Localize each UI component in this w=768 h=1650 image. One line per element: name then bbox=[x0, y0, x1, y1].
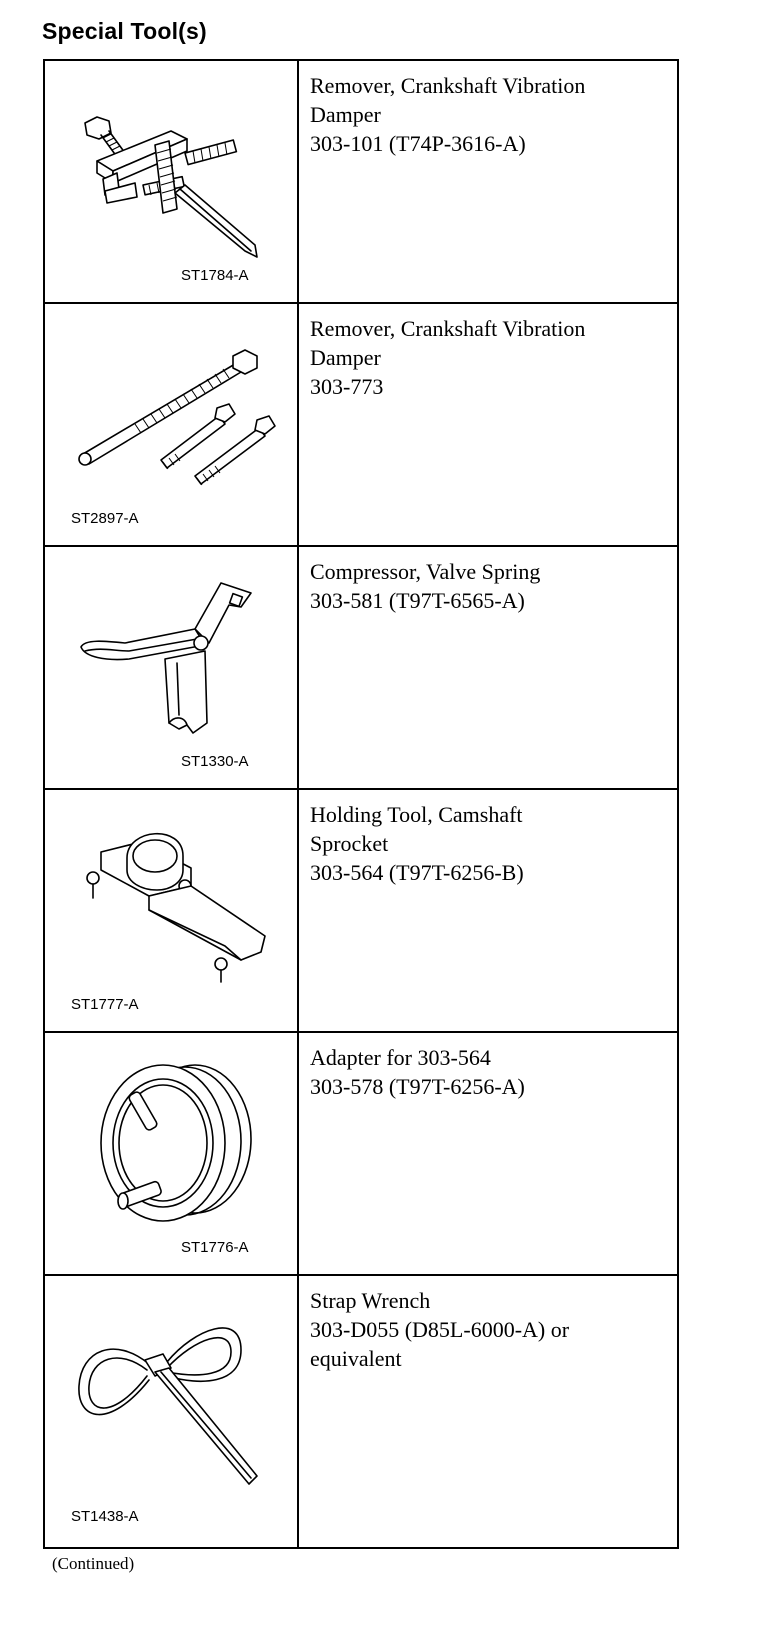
tool-row bbox=[45, 61, 677, 304]
tool-image-code: ST1777-A bbox=[71, 996, 139, 1013]
tool-image-cell bbox=[45, 61, 299, 302]
tool-name: Adapter for 303-564 bbox=[310, 1045, 491, 1070]
vibration-damper-remover-icon bbox=[45, 61, 299, 304]
tool-description bbox=[310, 557, 670, 615]
tool-number: 303-773 bbox=[310, 374, 384, 399]
tool-image-code: ST1438-A bbox=[71, 1508, 139, 1525]
tool-row bbox=[45, 1033, 677, 1276]
tool-note: equivalent bbox=[310, 1346, 402, 1371]
tool-name: Compressor, Valve Spring bbox=[310, 559, 541, 584]
tool-number: 303-101 (T74P-3616-A) bbox=[310, 131, 526, 156]
tool-image-code: ST2897-A bbox=[71, 510, 139, 527]
tool-image-code: ST1330-A bbox=[181, 753, 249, 770]
tool-row bbox=[45, 790, 677, 1033]
tool-number: 303-581 (T97T-6565-A) bbox=[310, 588, 525, 613]
tool-image-cell bbox=[45, 1033, 299, 1274]
tool-name: Strap Wrench bbox=[310, 1288, 431, 1313]
tool-image-cell bbox=[45, 1276, 299, 1547]
tool-name: Holding Tool, Camshaft bbox=[310, 802, 523, 827]
tool-image-cell bbox=[45, 790, 299, 1031]
tool-row bbox=[45, 304, 677, 547]
tool-image-cell bbox=[45, 547, 299, 788]
tool-row bbox=[45, 547, 677, 790]
tool-row bbox=[45, 1276, 677, 1547]
tool-name-cont: Sprocket bbox=[310, 831, 389, 856]
tool-number: 303-D055 (D85L-6000-A) or bbox=[310, 1317, 570, 1342]
valve-spring-compressor-icon bbox=[45, 547, 299, 790]
tool-image-code: ST1776-A bbox=[181, 1239, 249, 1256]
tool-number: 303-578 (T97T-6256-A) bbox=[310, 1074, 525, 1099]
page-title: Special Tool(s) bbox=[42, 18, 207, 44]
tool-number: 303-564 (T97T-6256-B) bbox=[310, 860, 524, 885]
tool-description bbox=[310, 1286, 670, 1373]
tool-description bbox=[310, 71, 670, 158]
tool-name-cont: Damper bbox=[310, 102, 381, 127]
tool-image-code: ST1784-A bbox=[181, 267, 249, 284]
adapter-pulley-icon bbox=[45, 1033, 299, 1276]
tool-name-cont: Damper bbox=[310, 345, 381, 370]
tool-description bbox=[310, 800, 670, 887]
tool-description bbox=[310, 1043, 670, 1101]
tool-name: Remover, Crankshaft Vibration bbox=[310, 73, 586, 98]
strap-wrench-icon bbox=[45, 1276, 299, 1547]
special-tools-table bbox=[43, 59, 679, 1549]
tool-name: Remover, Crankshaft Vibration bbox=[310, 316, 586, 341]
continued-note: (Continued) bbox=[52, 1554, 135, 1573]
tool-description bbox=[310, 314, 670, 401]
tool-image-cell bbox=[45, 304, 299, 545]
